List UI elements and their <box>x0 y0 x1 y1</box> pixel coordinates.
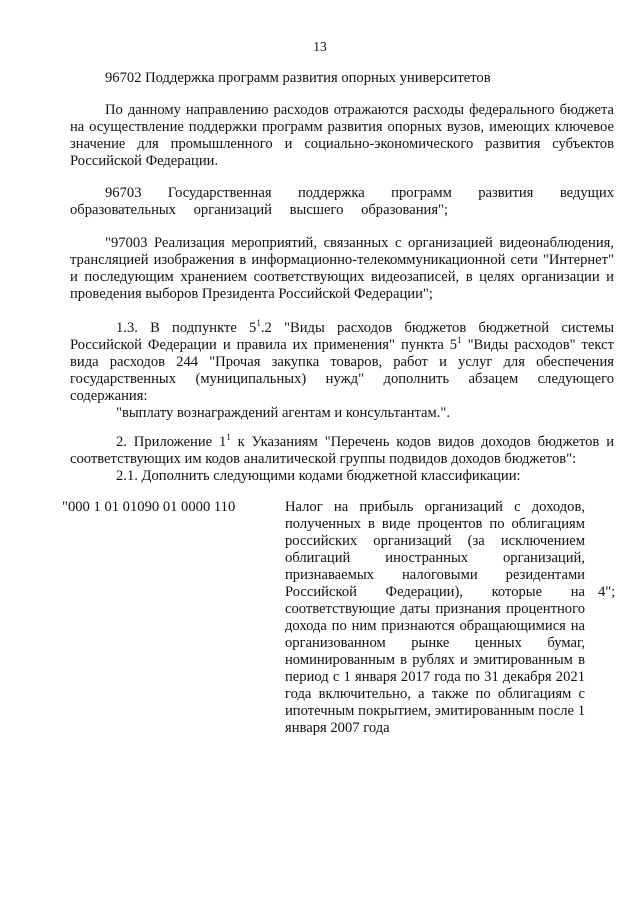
superscript: 1 <box>256 318 261 328</box>
quote-paragraph: "выплату вознаграждений агентам и консультантам.". <box>116 405 451 421</box>
text-run: 1.3. В подпункте 5 <box>116 320 257 336</box>
section-heading: 96703 Государственная поддержка программ развития ведущих образовательных организаций высшего образования"; <box>70 185 614 218</box>
text-run: 2. Приложение 1 <box>116 434 227 450</box>
page-number: 13 <box>313 39 327 54</box>
section-96703 <box>70 185 614 219</box>
classification-code: "000 1 01 01090 01 0000 110 <box>62 499 236 515</box>
item-paragraph <box>70 320 614 405</box>
text-run: к Указаниям "Перечень кодов видов доходов бюджетов и соответствующих им кодов аналитической группы подвидов доходов бюджетов": <box>70 434 615 467</box>
item-paragraph: 2.1. Дополнить следующими кодами бюджетной классификации: <box>116 468 521 484</box>
section-paragraph: По данному направлению расходов отражаются расходы федерального бюджета на осуществление поддержки программ развития опорных вузов, имеющих ключевое значение для промышленного и социально-экономического развития субъектов Российской Федерации. <box>70 102 614 169</box>
text-run: "Виды расходов" текст вида расходов 244 "Прочая закупка товаров, работ и услуг для обеспечения государственных (муниципальных) нужд" дополнить абзацем следующего содержания: <box>70 337 614 404</box>
item-2-1 <box>70 468 614 485</box>
closing-quote: 4"; <box>598 584 616 600</box>
item-1-3 <box>70 320 614 405</box>
item-2 <box>70 434 614 468</box>
superscript: 1 <box>226 432 231 442</box>
item-paragraph <box>70 434 614 468</box>
section-97003 <box>70 235 614 303</box>
superscript: 1 <box>457 335 462 345</box>
section-96702 <box>70 70 614 87</box>
section-paragraph: "97003 Реализация мероприятий, связанных с организацией видеонаблюдения, трансляцией изображения в информационно-телекоммуникационной сети "Интернет" и последующим хранением соответствующих видеозаписей, в целях организации и проведения выборов Президента Российской Федерации"; <box>70 235 614 302</box>
description-text: Налог на прибыль организаций с доходов, полученных в виде процентов по облигациям российских организаций (за исключением облигаций иностранных организаций, признаваемых налоговыми резидентами Российской Федерации), которые на соответствующие даты признания процентного дохода по ним признаются обращающимися на организованном рынке ценных бумаг, номинированным в рублях и эмитированным в период с 1 января 2017 года по 31 декабря 2021 года включительно, а также по облигациям с ипотечным покрытием, эмитированным после 1 января 2007 года <box>285 499 585 736</box>
section-96702-text <box>70 102 614 170</box>
item-1-3-quote <box>70 405 614 422</box>
text-run: .2 "Виды расходов бюджетов бюджетной системы Российской Федерации и правила их применения" пункта 5 <box>70 320 614 353</box>
classification-description <box>285 499 585 737</box>
section-heading: 96702 Поддержка программ развития опорных университетов <box>105 70 491 86</box>
